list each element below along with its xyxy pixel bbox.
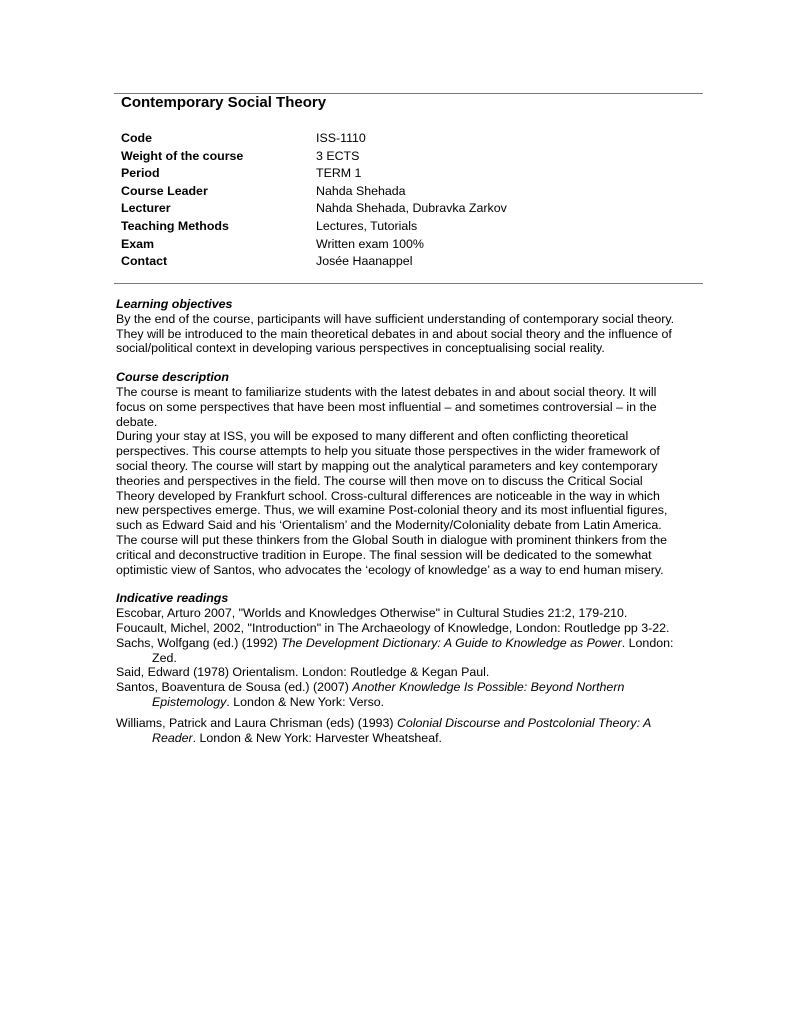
reading-item: Said, Edward (1978) Orientalism. London: Routledge & Kegan Paul.: [116, 665, 490, 680]
reading-item: Foucault, Michel, 2002, "Introduction" in The Archaeology of Knowledge, London: Routledge pp 3-22.: [116, 620, 670, 635]
meta-value: TERM 1: [316, 166, 362, 181]
meta-label: Code: [121, 131, 152, 145]
course-description-para: The course is meant to familiarize students with the latest debates in and about social theory. It will focus on some perspectives that have been most influential – and sometimes controversial – in the debate.: [116, 384, 657, 429]
course-description-section: [116, 370, 676, 577]
reading-item: Escobar, Arturo 2007, "Worlds and Knowledges Otherwise" in Cultural Studies 21:2, 179-210.: [116, 606, 628, 621]
meta-label: Contact: [121, 254, 168, 269]
meta-value: 3 ECTS: [316, 148, 360, 163]
course-description-para: During your stay at ISS, you will be exposed to many different and often conflicting theoretical perspectives. This course attempts to help you situate those perspectives in the wider framework of social theory. The course will start by mapping out the analytical parameters and key contemporary theories and perspectives in the field. The course will then move on to discuss the Critical Social Theory developed by Frankfurt school. Cross-cultural differences are noticeable in the way in which new perspectives emerge. Thus, we will examine Post-colonial theory and its most influential figures, such as Edward Said and his ‘Orientalism’ and the Modernity/Coloniality debate from Latin America. The course will put these thinkers from the Global South in dialogue with prominent thinkers from the critical and deconstructive tradition in Europe. The final session will be dedicated to the somewhat optimistic view of Santos, who advocates the ‘ecology of knowledge’ as a way to end human misery.: [116, 429, 668, 577]
meta-value: Nahda Shehada: [316, 183, 406, 198]
meta-label: Period: [121, 166, 160, 181]
meta-label: Course Leader: [121, 183, 208, 198]
separator-rule: [114, 283, 703, 284]
meta-value: Josée Haanappel: [316, 254, 413, 269]
section-heading: Course description: [116, 370, 229, 385]
reading-item: Williams, Patrick and Laura Chrisman (eds) (1993) Colonial Discourse and Postcolonial Theory: A Reader. London & New York: Harvester Wheatsheaf.: [116, 715, 651, 745]
meta-value: Lectures, Tutorials: [316, 218, 418, 233]
reading-item: Sachs, Wolfgang (ed.) (1992) The Development Dictionary: A Guide to Knowledge as Power. London: Zed.: [116, 635, 674, 665]
meta-label: Exam: [121, 236, 155, 251]
learning-objectives-section: [116, 297, 676, 356]
meta-value: Nahda Shehada, Dubravka Zarkov: [316, 201, 507, 216]
indicative-readings-section: [116, 591, 676, 745]
course-content: [116, 297, 676, 759]
section-heading: Indicative readings: [116, 591, 229, 606]
page-title: Contemporary Social Theory: [121, 94, 327, 111]
reading-item: Santos, Boaventura de Sousa (ed.) (2007) Another Knowledge Is Possible: Beyond Northern Epistemology. London & New York: Verso.: [116, 680, 625, 709]
learning-objectives-text: By the end of the course, participants will have sufficient understanding of contemporary social theory. They will be introduced to the main theoretical debates in and about social theory and the influence of social/political context in developing various perspectives in conceptualising social reality.: [116, 311, 675, 356]
meta-value: ISS-1110: [316, 131, 366, 145]
meta-value: Written exam 100%: [316, 236, 424, 251]
section-heading: Learning objectives: [116, 297, 233, 311]
meta-label: Weight of the course: [121, 148, 244, 163]
meta-label: Lecturer: [121, 201, 171, 216]
meta-label: Teaching Methods: [121, 218, 229, 233]
